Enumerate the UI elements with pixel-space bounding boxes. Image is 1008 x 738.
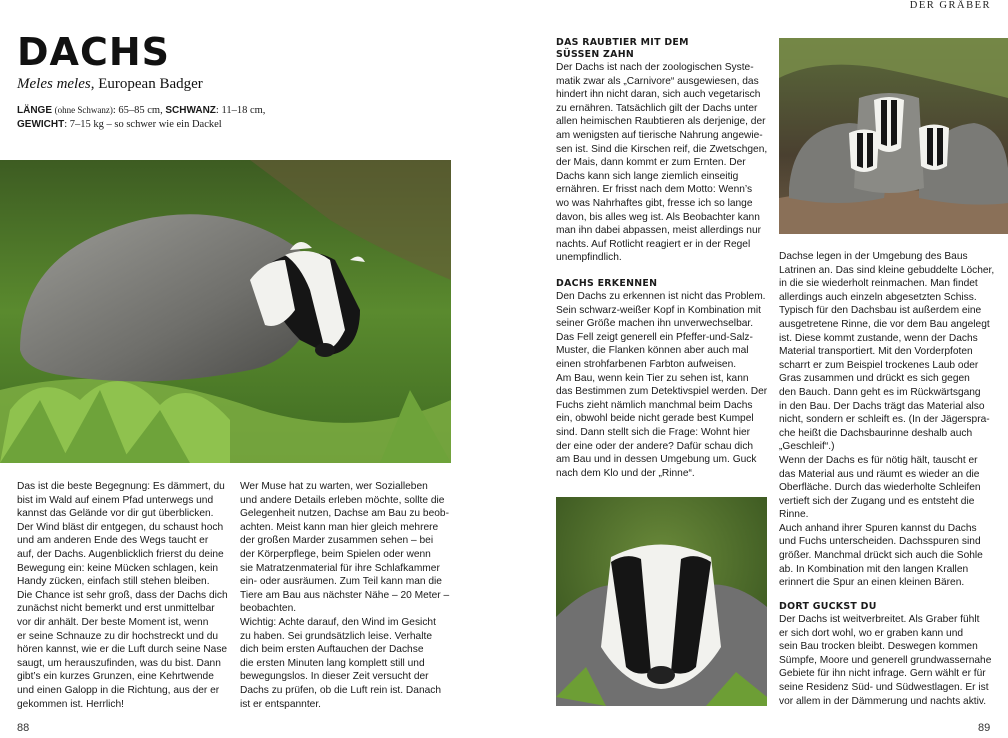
running-head: DER GRÄBER [909, 0, 991, 11]
intro-column [17, 480, 232, 711]
species-name [17, 76, 203, 93]
page-number-left: 88 [17, 722, 30, 734]
common-name: , European Badger [90, 76, 203, 92]
observation-text: Wer Muse hat zu warten, wer Sozialleben und andere Details erleben möchte, sollte die Gelegenheit nutzen, Dachse am Bau zu beob- achten. Meist kann man hier gleich mehrere der großen Marder zusammen sehen – bei der Körperpflege, beim Spielen oder wenn sie Matratzenmaterial für ihre Schlafkammer ein- oder ausräumen. Zum Teil kann man die Tiere am Bau aus nächster Nähe – 20 Meter – beobachten. Wichtig: Achte darauf, den Wind im Gesicht zu haben. Sei grundsätzlich leise. Verhalte dich beim ersten Auftauchen der Dachse die ersten Minuten lang komplett still und bewegungslos. In dieser Zeit versucht der Dachs zu prüfen, ob die Luft rein ist. Danach ist er entspannter. [240, 481, 450, 710]
latrines-text: Dachse legen in der Umgebung des Baus Latrinen an. Das sind kleine gebuddelte Löcher, in die sie wiederholt reinmachen. Man findet allerdings auch einzeln abgesetzten Schiss. Typisch für den Dachsbau ist außerdem eine ausgetretene Rinne, die vor dem Bau angelegt ist. Diese kommt zustande, wenn der Dachs Material transportiert. Mit den Vorderpfoten scharrt er zum Beispiel trockenes Laub oder Gras zusammen und drückt es sich gegen den Bauch. Dann geht es im Rückwärtsgang in den Bau. Der Dachs trägt das Material also nicht, sondern er schleift es. (In der Jägerspra- che heißt die Dachsbaurinne deshalb auch „Geschleif“.) Wenn der Dachs es für nötig hält, tauscht er das Material aus und räumt es wieder an die Oberfläche. Durch das wiederholte Schleifen vertieft sich der Zugang und es entsteht die Rinne. Auch anhand ihrer Spuren kannst du Dachs und Fuchs unterscheiden. Dachsspuren sind größer. Manchmal drückt sich auch die Sohle ab. In Kombination mit den langen Krallen erinnert die Spur an einen kleinen Bären. [779, 251, 995, 589]
habitat-text: Der Dachs ist weitverbreitet. Als Graber fühlt er sich dort wohl, wo er graben kann und sein Bau trocken bleibt. Deswegen kommen Sümpfe, Moore und generell grundwassernahe Gebiete für ihn nicht infrage. Gern wählt er für seine Residenz Süd- und Südwestlagen. Er ist vor allem in der Dämmerung und nachts aktiv. [779, 614, 992, 707]
weight-label: GEWICHT [17, 119, 65, 130]
latrines-column [779, 250, 999, 590]
length-note: (ohne Schwanz) [54, 105, 113, 115]
recognition-section [556, 278, 771, 480]
recognition-heading: DACHS ERKENNEN [556, 278, 658, 289]
length-value: : 65–85 cm, [112, 105, 166, 116]
length-label: LÄNGE [17, 105, 52, 116]
measurements [17, 103, 317, 132]
weight-value: : 7–15 kg – so schwer wie ein Dackel [64, 119, 222, 130]
latin-name: Meles meles [17, 76, 91, 92]
tail-label: SCHWANZ [165, 105, 216, 116]
recognition-text: Den Dachs zu erkennen ist nicht das Problem. Sein schwarz-weißer Kopf in Kombination mit seiner Größe machen ihn unverwechselbar. Das Fell zeigt generell ein Pfeffer-und-Salz- Muster, die Flanken können aber auch mal einen strohfarbenen Farbton aufweisen. Am Bau, wenn kein Tier zu sehen ist, kann das Bestimmen zum Detektivspiel werden. Der Fuchs zieht nämlich manchmal beim Dachs ein, obwohl beide nicht gerade best Kumpel sind. Dann stellt sich die Frage: Wohnt hier der eine oder der andere? Dafür schau dich am Bau und in dessen Umgebung um. Guck nach dem Klo und der „Rinne“. [556, 291, 768, 479]
habitat-heading: DORT GUCKST DU [779, 601, 877, 612]
habitat-section [779, 601, 999, 708]
badger-in-grass-photo [0, 160, 451, 463]
page-number-right: 89 [978, 722, 991, 734]
page-title: DACHS [17, 30, 171, 74]
food-text: Der Dachs ist nach der zoologischen Syste- matik zwar als „Carnivore“ ausgewiesen, das hindert ihn nicht daran, sich auch vegetarisch zu ernähren. Tatsächlich gilt der Dachs unter allen heimischen Raubtieren als derjenige, der am wenigsten auf tierische Nahrung angewie- sen ist. Sind die Kirschen reif, die Zwetschgen, der Mais, dann kommt er zum Ernten. Der Dachs kann sich lange ziemlich einseitig ernähren. Er frisst nach dem Motto: Wenn’s wo was Nahrhaftes gibt, fresse ich so lange davon, bis alles weg ist. Als Beobachter kann man ihn dabei abpassen, meist allerdings nur nachts. Auf Rotlicht reagiert er in der Regel unempfindlich. [556, 62, 768, 264]
food-section [556, 37, 771, 265]
badger-family-at-sett-photo [779, 38, 1008, 234]
intro-text: Das ist die beste Begegnung: Es dämmert, du bist im Wald auf einem Pfad unterwegs und kannst das Gelände vor dir gut überblicken. Der Wind bläst dir entgegen, du schaust hoch und am anderen Ende des Wegs taucht er auf, der Dachs. Augenblicklich frierst du deine Bewegung ein: keine Mücken schlagen, kein Handy zücken, einfach still stehen bleiben. Die Chance ist sehr groß, dass der Dachs dich zunächst nicht bemerkt und erst unmittelbar vor dir anhält. Der beste Moment ist, wenn er seine Schnauze zu dir hochstreckt und du hören kannst, wie er die Luft durch seine Nase saugt, um herauszufinden, was du bist. Dann gibt’s ein kurzes Grunzen, eine Kehrtwende und einen Galopp in die Richtung, aus der er gekommen ist. Herrlich! [17, 481, 228, 710]
food-heading: DAS RAUBTIER MIT DEM SÜSSEN ZAHN [556, 37, 689, 60]
observation-column [240, 480, 455, 711]
badger-face-closeup-photo [556, 497, 767, 706]
tail-value: : 11–18 cm, [215, 105, 266, 116]
